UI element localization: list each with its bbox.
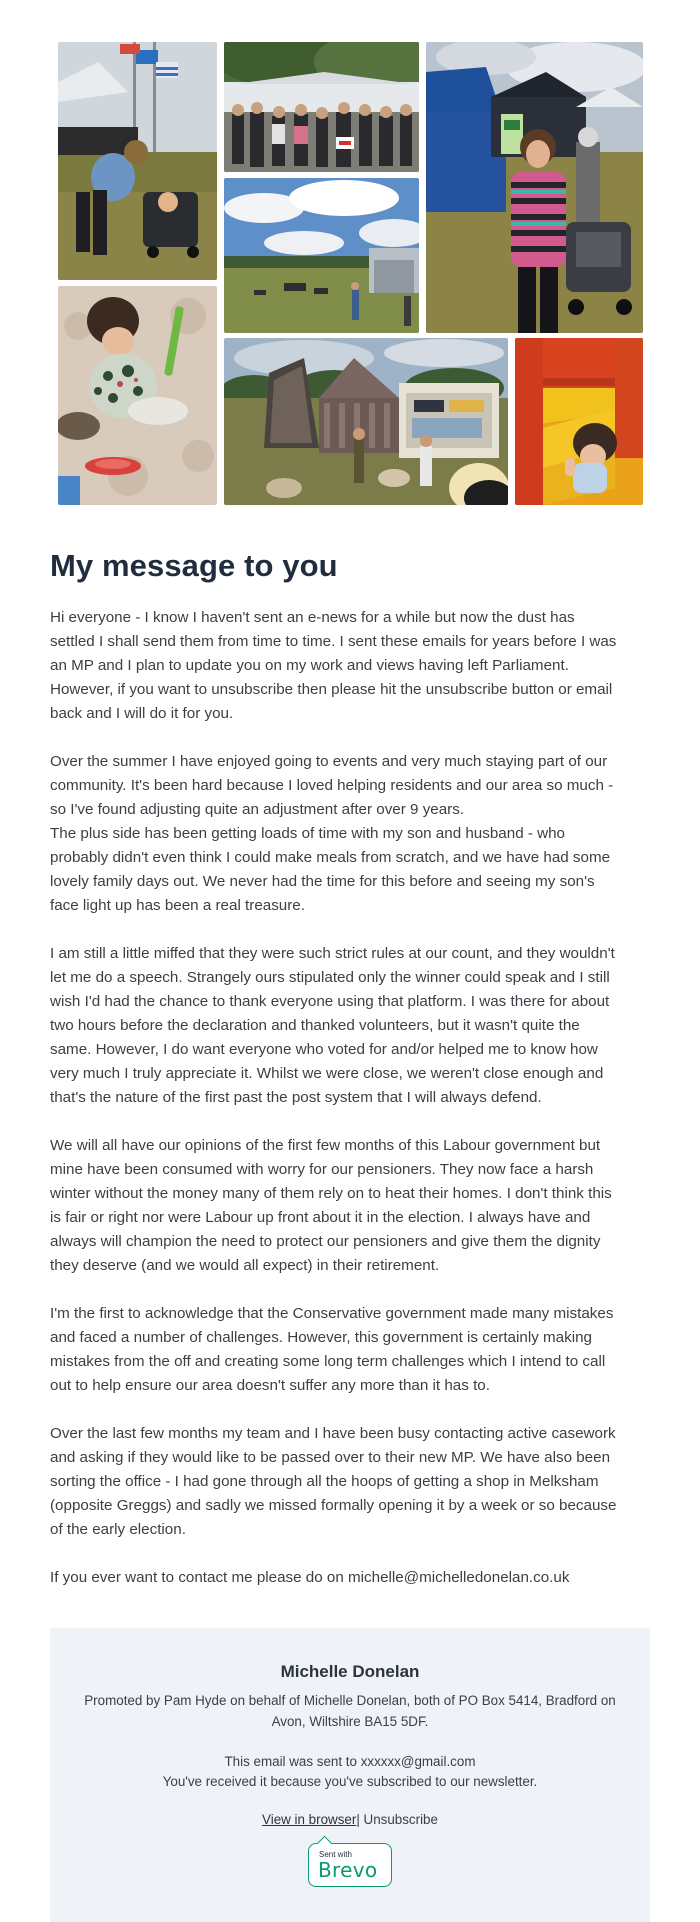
subscription-reason-text: You've received it because you've subscribed to our newsletter. [162,1774,538,1789]
promoted-by-text [70,1690,630,1732]
view-in-browser-link[interactable]: View in browser [262,1812,357,1827]
text-line: is fair or right nor were Labour up front about it in the election. I always have and [50,1209,591,1226]
text-line: wish I'd had the chance to thank everyone using that platform. I was there for about [50,993,610,1010]
text-line: let me do a speech. Strangely ours stipulated only the winner could speak and I still [50,969,610,986]
text-line: always will champion the need to protect our pensioners and give them the dignity [50,1233,601,1250]
link-separator: | [356,1812,360,1827]
photo-woman-with-pushchair [58,42,217,280]
text-line: of the early election. [50,1521,186,1538]
text-line: very much I truly appreciate it. Whilst we were close, we weren't close enough and [50,1065,604,1082]
text-line: We will all have our opinions of the first few months of this Labour government but [50,1137,601,1154]
text-line: settled I shall send them from time to time. I sent these emails for years before I was [50,633,617,650]
message-paragraph-5 [50,1302,650,1398]
text-line: they deserve (and we would all expect) in their retirement. [50,1257,440,1274]
text-line: However, if you want to unsubscribe then please hit the unsubscribe button or email [50,681,613,698]
message-paragraph-4 [50,1134,650,1278]
text-line: Over the summer I have enjoyed going to events and very much staying part of our [50,753,608,770]
text-line: two hours before the declaration and thanked volunteers, but it wasn't quite the [50,1017,580,1034]
footer-links [50,1812,650,1827]
photo-woman-striped-top [426,42,643,333]
text-line: back and I will do it for you. [50,705,234,722]
text-line: I am still a little miffed that they were such strict rules at our count, and they wouldn't [50,945,615,962]
brevo-badge-link[interactable] [308,1843,392,1887]
text-line: and faced a number of challenges. However, this government is certainly making [50,1329,592,1346]
message-paragraph-2 [50,750,650,918]
message-title: My message to you [50,548,338,583]
text-line: Hi everyone - I know I haven't sent an e-news for a while but now the dust has [50,609,575,626]
text-line: sorting the office - I had gone through all the hoops of getting a shop in Melksham [50,1473,599,1490]
email-footer [50,1628,650,1922]
text-line: face light up has been a real treasure. [50,897,305,914]
text-line: that's the nature of the first past the post system that I will always defend. [50,1089,542,1106]
text-line: probably didn't even think I could make meals from scratch, and we have had some [50,849,611,866]
message-paragraph-6 [50,1422,650,1542]
badge-notch [317,1836,333,1852]
sent-to-text: This email was sent to xxxxxx@gmail.com [224,1754,476,1769]
promoted-by-line-1: Promoted by Pam Hyde on behalf of Michelle Donelan, both of PO Box 5414, Bradford on [84,1693,616,1708]
message-paragraph-contact [50,1566,650,1590]
message-paragraph-1 [50,606,650,726]
text-line: and asking if they would like to be passed over to their new MP. We have also been [50,1449,611,1466]
contact-line: If you ever want to contact me please do on michelle@michelledonelan.co.uk [50,1569,570,1586]
text-line: Over the last few months my team and I have been busy contacting active casework [50,1425,616,1442]
text-line: mine have been consumed with worry for our pensioners. They now face a harsh [50,1161,594,1178]
text-line: community. It's been hard because I loved helping residents and our area so much - [50,777,614,794]
photo-dog-show-arena [224,338,508,505]
text-line: out to help ensure our area doesn't suffer any more than it has to. [50,1377,490,1394]
message-paragraph-3 [50,942,650,1110]
brevo-logo: Brevo [318,1858,378,1882]
photo-child-on-slide [515,338,643,505]
message-section [50,548,650,1614]
text-line: so I've found adjusting quite an adjustment after over 9 years. [50,801,465,818]
sender-name: Michelle Donelan [280,1662,420,1681]
photo-child-in-sandpit [58,286,217,505]
text-line: mistakes from the off and creating some long term challenges which I intend to call [50,1353,606,1370]
subscription-info [50,1752,650,1792]
text-line: The plus side has been getting loads of time with my son and husband - who [50,825,565,842]
text-line: winter without the money many of them rely on to heat their homes. I don't think this [50,1185,612,1202]
photo-collage [0,0,700,520]
photo-event-field [224,178,419,333]
text-line: lovely family days out. We never had the time for this before and seeing my son's [50,873,595,890]
text-line: I'm the first to acknowledge that the Conservative government made many mistakes [50,1305,614,1322]
text-line: (opposite Greggs) and sadly we missed formally opening it by a week or so because [50,1497,617,1514]
photo-crowd-at-marquee [224,42,419,172]
badge-sent-with-text: Sent with [319,1850,352,1859]
unsubscribe-link[interactable]: Unsubscribe [359,1812,438,1827]
text-line: same. However, I do want everyone who voted for and/or helped me to know how [50,1041,598,1058]
text-line: an MP and I plan to update you on my work and views having left Parliament. [50,657,569,674]
promoted-by-line-2: Avon, Wiltshire BA15 5DF. [271,1714,429,1729]
